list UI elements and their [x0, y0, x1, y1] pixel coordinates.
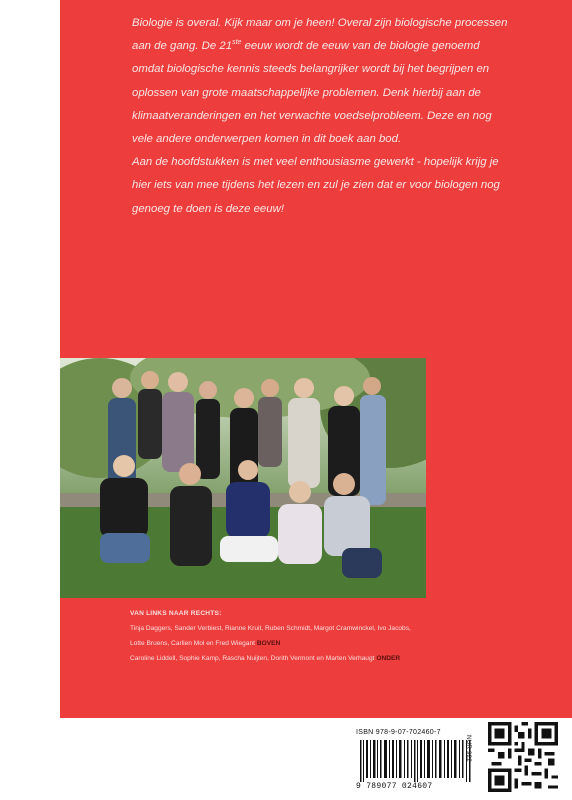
caption-names-bottom-text: Caroline Liddell, Sophie Kamp, Rascha Nuijten, Dorith Vermont en Marten Verhaugt	[130, 655, 375, 662]
nur-code: NUR 922	[465, 735, 472, 762]
blurb-line: hier iets van mee tijdens het lezen en zul je zien dat er voor biologen nog	[132, 179, 500, 192]
barcode-number: 9 789077 024607	[356, 782, 433, 791]
caption-names-top-line-2-text: Lotte Bruens, Carlien Mol en Fred Wiegant	[130, 640, 255, 647]
blurb-line: omdat biologische kennis steeds belangrijker wordt bij het begrijpen en	[132, 63, 490, 76]
caption-tag-bottom: ONDER	[376, 655, 401, 662]
blurb-line: eeuw wordt de eeuw van de biologie genoemd	[241, 40, 480, 53]
blurb-line: oplossen van grote maatschappelijke problemen. Denk hierbij aan de	[132, 86, 481, 99]
caption-names-bottom	[130, 651, 570, 666]
group-photo-illustration	[60, 358, 426, 598]
caption-names-top-line-2	[130, 636, 570, 651]
blurb-paragraph-1	[132, 12, 572, 151]
blurb-text	[132, 12, 572, 221]
blurb-line: Biologie is overal. Kijk maar om je heen! Overal zijn biologische processen	[132, 17, 508, 29]
blurb-line: aan de gang. De 21	[132, 40, 233, 53]
caption-names-top-line-1: Tinja Daggers, Sander Verbiest, Rianne Kruit, Ruben Schmidt, Margot Cramwinckel, Ivo Jacobs,	[130, 625, 411, 632]
blurb-paragraph-2	[132, 151, 572, 221]
superscript: ste	[232, 39, 242, 47]
group-photo	[60, 358, 426, 598]
caption-heading: VAN LINKS NAAR RECHTS:	[130, 610, 222, 617]
qr-code-icon	[488, 722, 558, 792]
blurb-line: Aan de hoofdstukken is met veel enthousiasme gewerkt - hopelijk krijg je	[132, 156, 499, 169]
photo-caption	[130, 606, 570, 666]
blurb-line: klimaatveranderingen en het verwachte voedselprobleem. Deze en nog	[132, 109, 492, 122]
caption-tag-top: BOVEN	[256, 640, 281, 647]
isbn-text: ISBN 978-9-07-702460-7	[356, 729, 441, 736]
blurb-line: vele andere onderwerpen komen in dit boek aan bod.	[132, 133, 402, 146]
back-cover	[60, 0, 572, 718]
blurb-line: genoeg te doen is deze eeuw!	[132, 202, 284, 215]
